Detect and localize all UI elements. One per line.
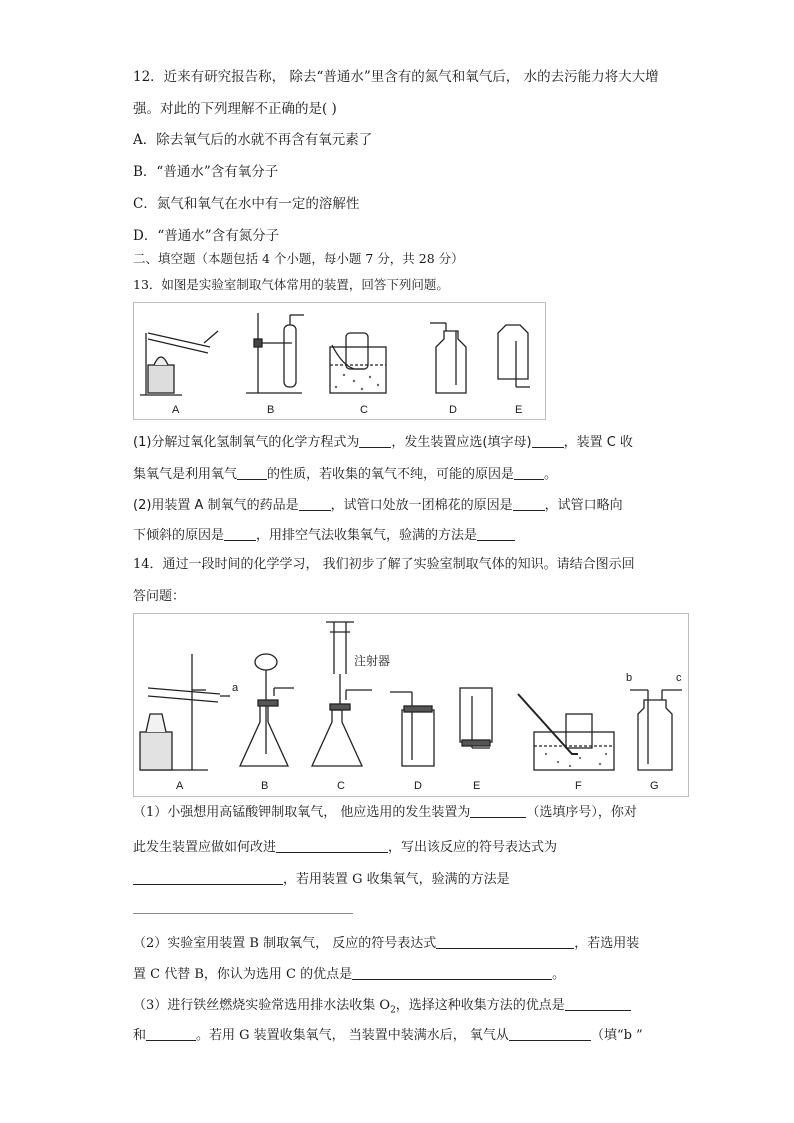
q13-part2-line2 xyxy=(133,526,515,545)
q14-mark-c: c xyxy=(676,672,682,684)
q14-answer-line[interactable] xyxy=(133,913,353,914)
q13-label-c: C xyxy=(360,404,368,416)
q13-blank-4[interactable] xyxy=(514,465,544,480)
q12-option-b: B．“普通水”含有氧分子 xyxy=(133,164,279,180)
q13-label-d: D xyxy=(449,404,457,416)
q12-line1: 12．近来有研究报告称， 除去“普通水”里含有的氮气和氧气后， 水的去污能力将大大增 xyxy=(133,69,659,85)
q13-blank-1[interactable] xyxy=(359,433,391,448)
q13-blank-3[interactable] xyxy=(237,465,267,480)
q13-p1-c: ，装置 C 收 xyxy=(563,435,633,450)
q14-part2-line2 xyxy=(133,965,565,984)
q14-p2-d: 。 xyxy=(552,967,566,982)
q13-p2-b: ，试管口处放一团棉花的原因是 xyxy=(330,498,513,513)
q13-p1-b: ，发生装置应选(填字母) xyxy=(391,435,532,450)
q13-label-a: A xyxy=(172,404,180,416)
q13-p2-e: ，用排空气法收集氧气，验满的方法是 xyxy=(256,528,478,543)
q13-blank-7[interactable] xyxy=(224,526,256,541)
q13-p2-d: 下倾斜的原因是 xyxy=(133,528,225,543)
q14-p1-d: ，写出该反应的符号表达式为 xyxy=(388,840,558,855)
q12-option-d: D．“普通水”含有氮分子 xyxy=(133,228,280,244)
q12-option-a: A．除去氧气后的水就不再含有氧元素了 xyxy=(133,132,373,148)
q14-p3-e: （填“b ” xyxy=(590,1028,643,1043)
q14-part1-line3 xyxy=(133,870,510,889)
q14-p2-a: （2）实验室用装置 B 制取氧气， 反应的符号表达式 xyxy=(133,936,437,951)
q14-label-a: A xyxy=(176,780,184,792)
q13-part2-line1 xyxy=(133,496,623,515)
q14-p3-d: 。若用 G 装置收集氧气， 当装置中装满水后， 氧气从 xyxy=(196,1028,509,1043)
q14-p3-sub: 2 xyxy=(390,1005,396,1016)
q13-blank-2[interactable] xyxy=(532,433,564,448)
q14-p2-b: ，若选用装 xyxy=(574,936,640,951)
q13-p1-e: 的性质，若收集的氧气不纯，可能的原因是 xyxy=(267,467,515,482)
q14-p2-c: 置 C 代替 B，你认为选用 C 的优点是 xyxy=(133,967,353,982)
q14-label-e: E xyxy=(473,780,481,792)
q14-part1-line2 xyxy=(133,838,557,857)
q14-apparatus-drawing xyxy=(134,614,688,796)
q14-blank-8[interactable] xyxy=(509,1026,591,1041)
q14-p1-c: 此发生装置应做如何改进 xyxy=(133,840,277,855)
q14-p3-b: ，选择这种收集方法的优点是 xyxy=(395,998,565,1013)
q14-part3-line2 xyxy=(133,1026,643,1045)
q14-blank-3[interactable] xyxy=(133,870,283,885)
q14-stem-line2: 答问题： xyxy=(133,589,186,604)
q12-line2: 强。对此的下列理解不正确的是( ) xyxy=(133,101,337,117)
q13-apparatus-drawing xyxy=(134,303,545,419)
q14-mark-b: b xyxy=(626,672,633,684)
q13-p1-d: 集氧气是利用氧气 xyxy=(133,467,238,482)
q13-figure xyxy=(133,302,546,420)
q13-label-e: E xyxy=(515,404,523,416)
q14-label-d: D xyxy=(414,780,422,792)
q14-p1-e: ，若用装置 G 收集氧气，验满的方法是 xyxy=(283,872,510,887)
q14-part2-line1 xyxy=(133,934,639,953)
q13-blank-6[interactable] xyxy=(513,496,545,511)
q14-mark-a: a xyxy=(232,682,239,694)
q14-part1-line1 xyxy=(133,803,637,822)
section-heading: 二、填空题（本题包括 4 个小题，每小题 7 分，共 28 分） xyxy=(133,251,464,266)
q14-label-g: G xyxy=(650,780,659,792)
q13-p2-c: ，试管口略向 xyxy=(544,498,623,513)
q14-p1-a: （1）小强想用高锰酸钾制取氧气， 他应选用的发生装置为 xyxy=(133,805,471,820)
q14-blank-2[interactable] xyxy=(276,838,388,853)
q13-label-b: B xyxy=(267,404,275,416)
q14-stem-line1: 14．通过一段时间的化学学习， 我们初步了解了实验室制取气体的知识。请结合图示回 xyxy=(133,557,635,572)
q14-label-c: C xyxy=(337,780,345,792)
q13-blank-8[interactable] xyxy=(477,526,515,541)
q14-blank-5[interactable] xyxy=(352,965,552,980)
q14-figure xyxy=(133,613,689,797)
q14-label-f: F xyxy=(575,780,582,792)
q14-blank-6[interactable] xyxy=(565,996,631,1011)
q14-mark-syringe: 注射器 xyxy=(354,654,391,668)
q14-blank-1[interactable] xyxy=(470,803,526,818)
q12-option-c: C．氮气和氧气在水中有一定的溶解性 xyxy=(133,196,360,212)
q14-label-b: B xyxy=(261,780,269,792)
q14-p1-b: （选填序号），你对 xyxy=(526,805,637,820)
q13-stem: 13．如图是实验室制取气体常用的装置，回答下列问题。 xyxy=(133,277,449,292)
q14-p3-c: 和 xyxy=(133,1028,147,1043)
q13-p1-a: (1)分解过氧化氢制氧气的化学方程式为 xyxy=(133,435,360,450)
q13-part1-line1 xyxy=(133,433,633,452)
q13-blank-5[interactable] xyxy=(299,496,331,511)
q14-blank-7[interactable] xyxy=(146,1026,196,1041)
q13-p1-f: 。 xyxy=(544,467,558,482)
q13-part1-line2 xyxy=(133,465,557,484)
q14-blank-4[interactable] xyxy=(436,934,574,949)
q14-part3-line1 xyxy=(133,996,631,1020)
q13-p2-a: (2)用装置 A 制氧气的药品是 xyxy=(133,498,299,513)
q14-p3-a: （3）进行铁丝燃烧实验常选用排水法收集 O xyxy=(133,998,391,1013)
